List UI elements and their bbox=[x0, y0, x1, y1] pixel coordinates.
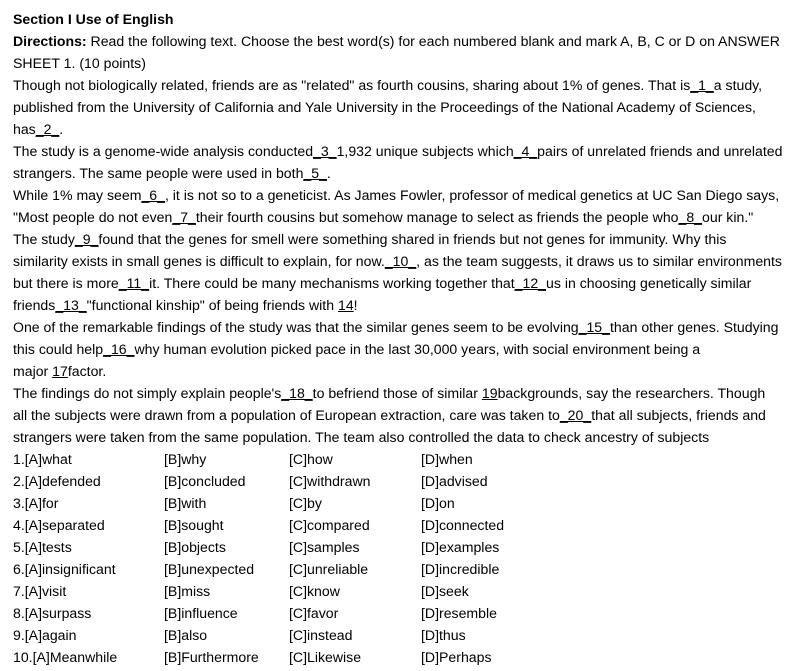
option-row bbox=[13, 602, 791, 624]
blank-marker: _10_ bbox=[384, 253, 417, 269]
blank-marker: _16_ bbox=[103, 341, 135, 357]
blank-marker: _2_ bbox=[35, 121, 60, 137]
passage-text: One of the remarkable findings of the study was that the similar genes seem to be evolving bbox=[13, 319, 579, 335]
directions-text: Read the following text. Choose the best word(s) for each numbered blank and mark A, B, C or D on ANSWER bbox=[86, 33, 780, 49]
option-row bbox=[13, 580, 791, 602]
passage bbox=[13, 74, 791, 448]
option-row bbox=[13, 624, 791, 646]
passage-text: "Most people do not even bbox=[13, 209, 173, 225]
option-choice: [D]incredible bbox=[421, 561, 500, 577]
section-heading: Section I Use of English bbox=[13, 11, 174, 27]
passage-line bbox=[13, 250, 791, 272]
option-choice: [C]favor bbox=[289, 605, 339, 621]
passage-text: that all subjects, friends and bbox=[591, 407, 766, 423]
option-choice: 4.[A]separated bbox=[13, 517, 105, 533]
option-choice: 7.[A]visit bbox=[13, 583, 67, 599]
passage-text: their fourth cousins but somehow manage to select as friends the people who bbox=[195, 209, 679, 225]
option-choice: [B]unexpected bbox=[164, 561, 255, 577]
passage-text: has bbox=[13, 121, 36, 137]
option-choice: [C]withdrawn bbox=[289, 473, 371, 489]
passage-line bbox=[13, 360, 791, 382]
passage-text: major bbox=[13, 363, 53, 379]
option-row bbox=[13, 646, 791, 668]
passage-line bbox=[13, 272, 791, 294]
option-choice: [C]by bbox=[289, 495, 322, 511]
passage-text: than other genes. Studying bbox=[609, 319, 779, 335]
passage-text: but there is more bbox=[13, 275, 119, 291]
passage-line bbox=[13, 184, 791, 206]
option-choice: [D]advised bbox=[421, 473, 488, 489]
option-row bbox=[13, 448, 791, 470]
passage-text: it. There could be many mechanisms working together that bbox=[149, 275, 515, 291]
blank-marker: _4_ bbox=[513, 143, 538, 159]
options-table bbox=[13, 448, 791, 668]
option-row bbox=[13, 558, 791, 580]
passage-text: The study bbox=[13, 231, 75, 247]
passage-line bbox=[13, 426, 791, 448]
option-choice: [D]seek bbox=[421, 583, 469, 599]
option-choice: 6.[A]insignificant bbox=[13, 561, 116, 577]
option-choice: [D]on bbox=[421, 495, 455, 511]
passage-text: "functional kinship" of being friends with bbox=[86, 297, 338, 313]
passage-text: all the subjects were drawn from a population of European extraction, care was taken to bbox=[13, 407, 560, 423]
passage-text: factor. bbox=[67, 363, 107, 379]
directions-label: Directions: bbox=[13, 33, 87, 49]
option-choice: [B]concluded bbox=[164, 473, 246, 489]
blank-marker: _5_ bbox=[303, 165, 327, 181]
option-choice: 1.[A]what bbox=[13, 451, 72, 467]
passage-text: pairs of unrelated friends and unrelated bbox=[537, 143, 783, 159]
passage-text: why human evolution picked pace in the last 30,000 years, with social environment being a bbox=[134, 341, 701, 357]
option-choice: [B]Furthermore bbox=[164, 649, 259, 665]
option-choice: [C]compared bbox=[289, 517, 370, 533]
blank-marker: _20_ bbox=[559, 407, 592, 423]
option-choice: [B]objects bbox=[164, 539, 226, 555]
option-choice: [B]sought bbox=[164, 517, 224, 533]
blank-marker: 14 bbox=[337, 297, 354, 313]
passage-line bbox=[13, 382, 791, 404]
option-choice: [B]influence bbox=[164, 605, 238, 621]
passage-text: strangers. The same people were used in both bbox=[13, 165, 304, 181]
passage-text: a study, bbox=[713, 77, 763, 93]
option-row bbox=[13, 514, 791, 536]
directions bbox=[13, 30, 791, 52]
passage-line bbox=[13, 140, 791, 162]
option-choice: 2.[A]defended bbox=[13, 473, 101, 489]
blank-marker: _9_ bbox=[74, 231, 99, 247]
passage-line bbox=[13, 206, 791, 228]
passage-text: ! bbox=[353, 297, 358, 313]
passage-text: . bbox=[326, 165, 331, 181]
blank-marker: _3_ bbox=[313, 143, 337, 159]
passage-text: . bbox=[59, 121, 64, 137]
option-choice: [D]Perhaps bbox=[421, 649, 492, 665]
option-choice: [C]Likewise bbox=[289, 649, 362, 665]
blank-marker: _12_ bbox=[514, 275, 547, 291]
passage-text: our kin." bbox=[702, 209, 754, 225]
blank-marker: 19 bbox=[481, 385, 498, 401]
passage-text: friends bbox=[13, 297, 56, 313]
passage-line bbox=[13, 118, 791, 140]
passage-text: to befriend those of similar bbox=[312, 385, 482, 401]
passage-text: similarity exists in small genes is difficult to explain, for now. bbox=[13, 253, 385, 269]
option-choice: [D]thus bbox=[421, 627, 466, 643]
passage-text: strangers were taken from the same population. The team also controlled the data to check ancestry of subjects bbox=[13, 429, 710, 445]
passage-text: , as the team suggests, it draws us to similar environments bbox=[416, 253, 782, 269]
option-row bbox=[13, 536, 791, 558]
option-choice: [C]instead bbox=[289, 627, 353, 643]
blank-marker: _6_ bbox=[141, 187, 165, 203]
option-choice: 10.[A]Meanwhile bbox=[13, 649, 118, 665]
passage-text: , it is not so to a geneticist. As James Fowler, professor of medical genetics at UC San Diego says, bbox=[164, 187, 780, 203]
blank-marker: _11_ bbox=[118, 275, 150, 291]
option-choice: [C]how bbox=[289, 451, 333, 467]
passage-text: The study is a genome-wide analysis conducted bbox=[13, 143, 314, 159]
blank-marker: _8_ bbox=[678, 209, 703, 225]
option-choice: [B]also bbox=[164, 627, 208, 643]
passage-line bbox=[13, 96, 791, 118]
option-choice: 5.[A]tests bbox=[13, 539, 72, 555]
option-choice: [C]know bbox=[289, 583, 340, 599]
passage-line bbox=[13, 404, 791, 426]
blank-marker: _1_ bbox=[690, 77, 714, 93]
option-choice: 9.[A]again bbox=[13, 627, 77, 643]
option-choice: [D]examples bbox=[421, 539, 500, 555]
passage-line bbox=[13, 74, 791, 96]
blank-marker: _7_ bbox=[172, 209, 196, 225]
passage-text: us in choosing genetically similar bbox=[546, 275, 752, 291]
passage-line bbox=[13, 316, 791, 338]
option-choice: 8.[A]surpass bbox=[13, 605, 92, 621]
option-choice: 3.[A]for bbox=[13, 495, 59, 511]
passage-text: found that the genes for smell were something shared in friends but not genes for immunity. Why this bbox=[98, 231, 727, 247]
blank-marker: 17 bbox=[52, 363, 68, 379]
option-choice: [D]when bbox=[421, 451, 473, 467]
option-choice: [D]resemble bbox=[421, 605, 497, 621]
passage-text: The findings do not simply explain people's bbox=[13, 385, 282, 401]
passage-line bbox=[13, 162, 791, 184]
blank-marker: _15_ bbox=[578, 319, 610, 335]
option-choice: [B]with bbox=[164, 495, 207, 511]
option-row bbox=[13, 470, 791, 492]
option-choice: [C]unreliable bbox=[289, 561, 369, 577]
passage-text: While 1% may seem bbox=[13, 187, 142, 203]
passage-line bbox=[13, 228, 791, 250]
passage-text: published from the University of California and Yale University in the Proceedings of the National Academy of Sciences, bbox=[13, 99, 756, 115]
passage-text: backgrounds, say the researchers. Though bbox=[497, 385, 766, 401]
blank-marker: _18_ bbox=[281, 385, 313, 401]
option-choice: [B]why bbox=[164, 451, 207, 467]
passage-text: Though not biologically related, friends are as "related" as fourth cousins, sharing about 1% of genes. That is bbox=[13, 77, 691, 93]
option-row bbox=[13, 492, 791, 514]
option-choice: [C]samples bbox=[289, 539, 360, 555]
passage-line bbox=[13, 338, 791, 360]
option-choice: [D]connected bbox=[421, 517, 505, 533]
passage-text: this could help bbox=[13, 341, 104, 357]
directions-line-2: SHEET 1. (10 points) bbox=[13, 55, 146, 71]
passage-line bbox=[13, 294, 791, 316]
passage-text: 1,932 unique subjects which bbox=[336, 143, 514, 159]
option-choice: [B]miss bbox=[164, 583, 211, 599]
blank-marker: _13_ bbox=[55, 297, 87, 313]
